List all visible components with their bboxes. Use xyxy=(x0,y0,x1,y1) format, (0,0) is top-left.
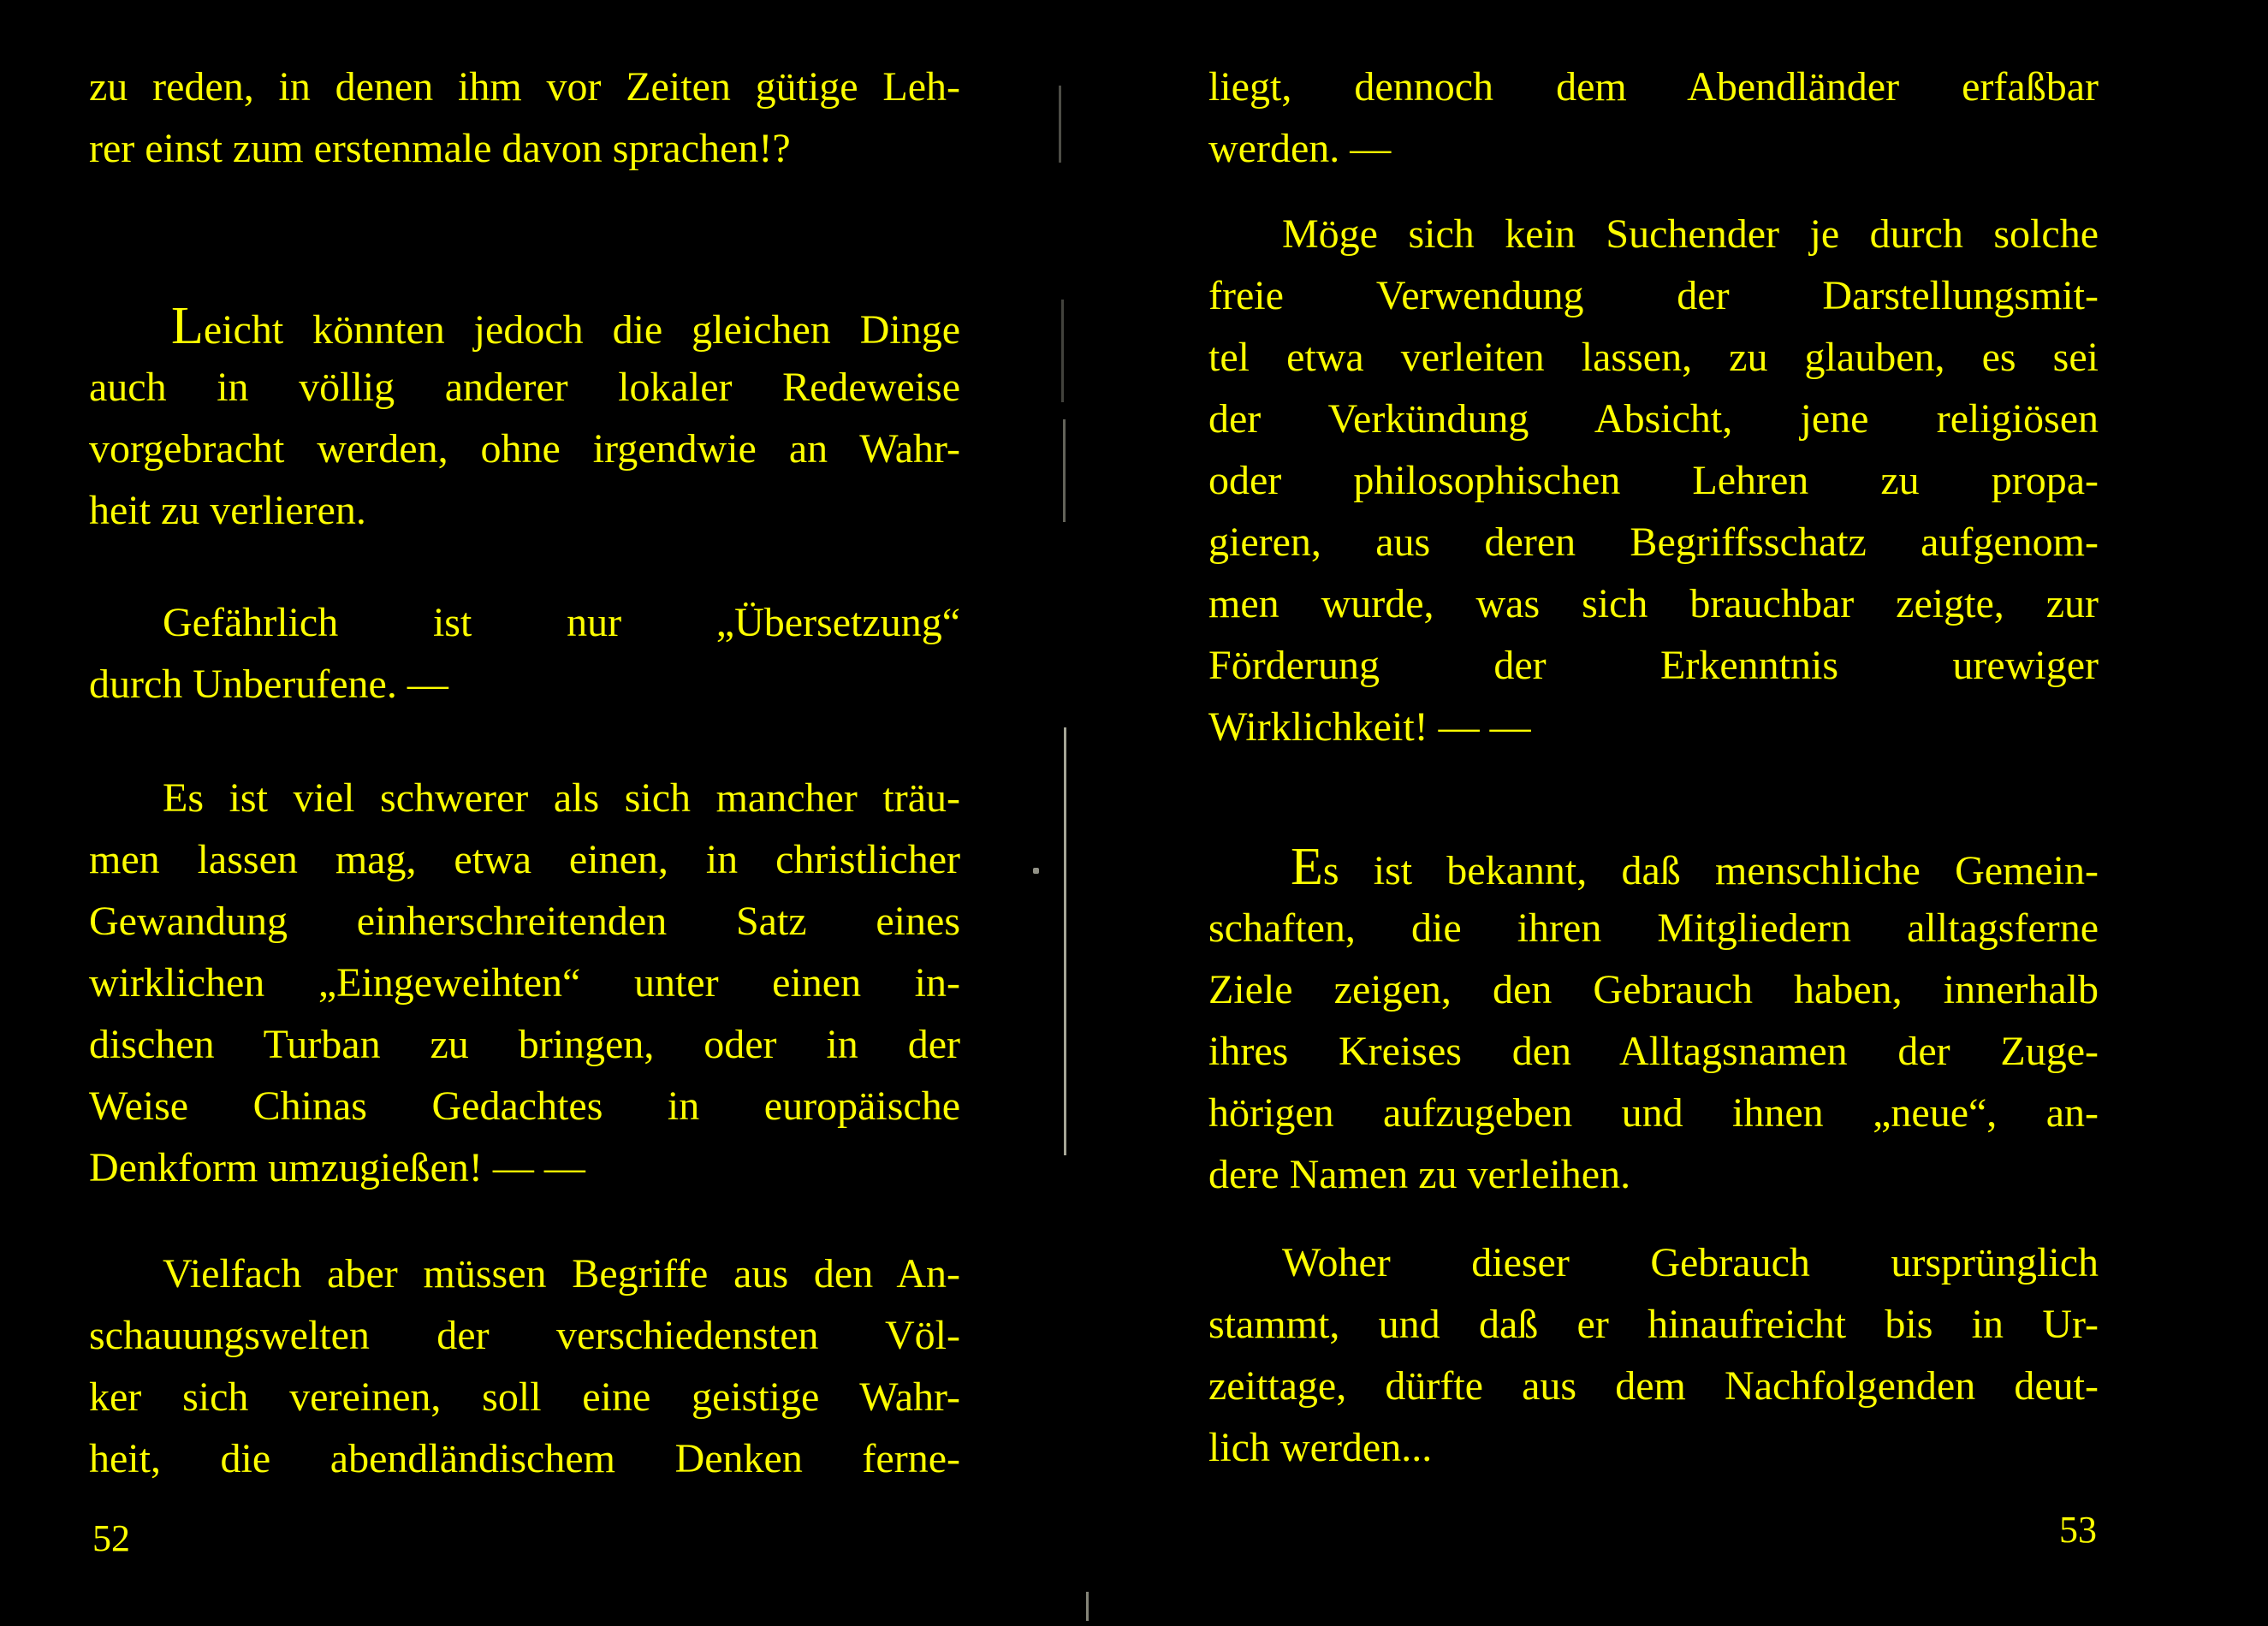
right-line-11: Wirklichkeit! — — xyxy=(1208,704,1531,750)
left-line-9: Es ist viel schwerer als sich mancher träu- xyxy=(163,775,960,821)
dropcap-l: L xyxy=(171,297,204,355)
gutter-line-top xyxy=(1059,86,1061,163)
gutter-line-upper xyxy=(1061,300,1064,402)
page-number-right: 53 xyxy=(2059,1509,2097,1551)
left-line-11: Gewandung einherschreitenden Satz eines xyxy=(89,899,960,944)
left-line-14: Weise Chinas Gedachtes in europäische xyxy=(89,1083,960,1129)
right-line-8: gieren, aus deren Begriffsschatz aufgenom- xyxy=(1208,519,2099,565)
left-page xyxy=(89,0,960,1626)
dropcap-e: E xyxy=(1291,838,1323,896)
right-line-10: Förderung der Erkenntnis urewiger xyxy=(1208,643,2099,688)
right-line-2: werden. — xyxy=(1208,126,1392,171)
right-line-16: hörigen aufzugeben und ihnen „neue“, an- xyxy=(1208,1090,2099,1136)
right-line-20: zeittage, dürfte aus dem Nachfolgenden deut- xyxy=(1208,1363,2099,1409)
left-line-15: Denkform umzugießen! — — xyxy=(89,1145,585,1190)
left-line-4: auch in völlig anderer lokaler Redeweise xyxy=(89,365,960,410)
right-line-18: Woher dieser Gebrauch ursprünglich xyxy=(1282,1240,2099,1285)
left-line-17: schauungswelten der verschiedensten Völ- xyxy=(89,1313,960,1358)
left-line-12: wirklichen „Eingeweihten“ unter einen in- xyxy=(89,960,960,1006)
gutter-line-middle xyxy=(1063,419,1066,522)
right-line-9: men wurde, was sich brauchbar zeigte, zur xyxy=(1208,581,2099,626)
left-line-8: durch Unberufene. — xyxy=(89,662,448,707)
right-line-17: dere Namen zu verleihen. xyxy=(1208,1152,1631,1197)
left-line-6: heit zu verlieren. xyxy=(89,488,366,533)
right-line-4: freie Verwendung der Darstellungsmit- xyxy=(1208,273,2099,318)
left-line-1: zu reden, in denen ihm vor Zeiten gütige Leh- xyxy=(89,64,960,110)
right-line-13: schaften, die ihren Mitgliedern alltagsferne xyxy=(1208,905,2099,951)
right-line-7: oder philosophischen Lehren zu propa- xyxy=(1208,458,2099,503)
right-line-1: liegt, dennoch dem Abendländer erfaßbar xyxy=(1208,64,2099,110)
left-line-16: Vielfach aber müssen Begriffe aus den An- xyxy=(163,1251,960,1297)
right-line-14: Ziele zeigen, den Gebrauch haben, innerhalb xyxy=(1208,967,2099,1012)
left-line-13: dischen Turban zu bringen, oder in der xyxy=(89,1022,960,1067)
right-line-21: lich werden... xyxy=(1208,1425,1433,1470)
left-line-10: men lassen mag, etwa einen, in christlicher xyxy=(89,837,960,882)
right-page xyxy=(1208,0,2099,1626)
left-line-19: heit, die abendländischem Denken ferne- xyxy=(89,1436,960,1481)
right-line-15: ihres Kreises den Alltagsnamen der Zuge- xyxy=(1208,1029,2099,1074)
right-line-6: der Verkündung Absicht, jene religiösen xyxy=(1208,396,2099,442)
right-line-19: stammt, und daß er hinaufreicht bis in Ur- xyxy=(1208,1302,2099,1347)
right-paragraph-2-first-line xyxy=(1208,836,2099,898)
left-line-5: vorgebracht werden, ohne irgendwie an Wahr- xyxy=(89,426,960,472)
right-line-12: s ist bekannt, daß menschliche Gemein- xyxy=(1322,848,2099,893)
left-line-2: rer einst zum erstenmale davon sprachen!? xyxy=(89,126,791,171)
left-line-3: eicht könnten jedoch die gleichen Dinge xyxy=(203,307,960,353)
left-line-18: ker sich vereinen, soll eine geistige Wahr- xyxy=(89,1374,960,1420)
right-line-3: Möge sich kein Suchender je durch solche xyxy=(1282,211,2099,257)
right-line-5: tel etwa verleiten lassen, zu glauben, es sei xyxy=(1208,335,2099,380)
dust-speck xyxy=(1033,868,1039,874)
gutter-line-bottom xyxy=(1086,1592,1089,1621)
gutter-line-main xyxy=(1064,727,1066,1155)
left-paragraph-2-first-line xyxy=(89,295,960,357)
left-line-7: Gefährlich ist nur „Übersetzung“ xyxy=(163,600,960,645)
page-number-left: 52 xyxy=(92,1517,130,1559)
